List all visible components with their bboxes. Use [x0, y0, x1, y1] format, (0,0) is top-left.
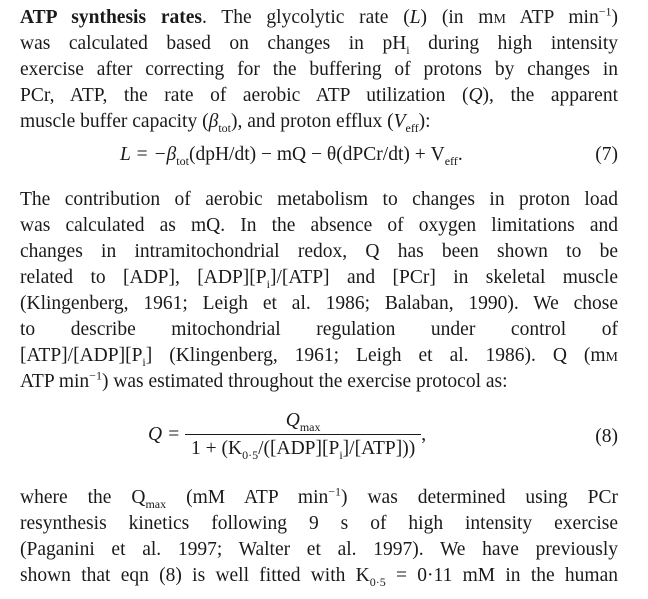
equation-7-number: (7): [595, 144, 618, 165]
text: shown that eqn (8) is well fitted with K: [20, 565, 370, 586]
eq-text: .: [457, 144, 463, 165]
eq-text: ,: [421, 424, 427, 445]
exponent: −1: [598, 4, 612, 19]
text: was calculated as mQ. In the absence of oxygen limitations and: [20, 215, 618, 236]
text: ), and proton efflux (: [230, 111, 394, 132]
fraction: [185, 410, 421, 460]
symbol-L: L: [409, 7, 421, 28]
text: (Klingenberg, 1961; Leigh et al. 1986; Balaban, 1990). We chose: [20, 293, 618, 314]
p1-line-5: [20, 109, 618, 135]
text: M: [493, 12, 506, 27]
equation-7: [120, 144, 463, 166]
text: related to [ADP], [ADP][P: [20, 267, 267, 288]
subscript: max: [299, 419, 321, 434]
symbol-Q: Q: [285, 410, 300, 431]
text: M: [605, 350, 618, 365]
p3-line-2: [20, 511, 618, 537]
equation-8-number: (8): [595, 426, 618, 447]
subscript: i: [142, 354, 146, 369]
p2-line-2: [20, 213, 618, 239]
text: The contribution of aerobic metabolism to changes in proton load: [20, 189, 618, 210]
text: ) was estimated throughout the exercise protocol as:: [101, 371, 508, 392]
p2-line-3: [20, 239, 618, 265]
text: ): [611, 7, 618, 28]
subscript: eff: [444, 153, 458, 168]
p1-line-2: [20, 31, 618, 57]
subscript: tot: [176, 153, 189, 168]
text: ):: [418, 111, 431, 132]
subscript: eff: [405, 120, 419, 135]
text: ATP min: [505, 7, 599, 28]
p1-line-1: [20, 5, 618, 31]
text: (mM ATP min: [166, 487, 329, 508]
subscript: i: [266, 276, 270, 291]
p1-line-4: [20, 83, 618, 109]
text: . The glycolytic rate (: [201, 7, 410, 28]
text: was calculated based on changes in pH: [20, 33, 407, 54]
subscript: 0·5: [369, 574, 386, 589]
text: ), the apparent: [482, 85, 618, 106]
p2-line-5: [20, 291, 618, 317]
eq-lhs: Q =: [148, 424, 181, 445]
numerator: [185, 410, 421, 434]
text: ] (Klingenberg, 1961; Leigh et al. 1986). Q (m: [145, 345, 606, 366]
symbol-V: V: [393, 111, 406, 132]
eq-text: /([ADP][P: [258, 438, 340, 459]
text: exercise after correcting for the buffering of protons by changes in: [20, 59, 618, 80]
subscript: i: [339, 447, 343, 462]
text: resynthesis kinetics following 9 s of high intensity exercise: [20, 513, 618, 534]
subscript: max: [145, 496, 167, 511]
text: during high intensity: [409, 33, 618, 54]
denominator: [185, 434, 421, 460]
section-heading: ATP synthesis rates: [20, 7, 202, 28]
text: ) (in m: [420, 7, 494, 28]
equation-8: [148, 410, 426, 460]
exponent: −1: [89, 368, 102, 383]
text: PCr, ATP, the rate of aerobic ATP utilization (: [20, 85, 469, 106]
text: ATP min: [20, 371, 90, 392]
subscript: tot: [218, 120, 231, 135]
p2-line-7: [20, 343, 618, 369]
text: (Paganini et al. 1997; Walter et al. 1997). We have previously: [20, 539, 618, 560]
p2-line-8: [20, 369, 618, 395]
text: to describe mitochondrial regulation under control of: [20, 319, 618, 340]
subscript: i: [406, 42, 410, 57]
eq-text: 1 + (K: [191, 438, 243, 459]
exponent: −1: [328, 484, 342, 499]
p2-line-1: [20, 187, 618, 213]
p3-line-1: [20, 485, 618, 511]
p3-line-3: [20, 537, 618, 563]
eq-text: ]/[ATP])): [342, 438, 416, 459]
subscript: 0·5: [242, 447, 259, 462]
text: changes in intramitochondrial redox, Q has been shown to be: [20, 241, 618, 262]
p2-line-6: [20, 317, 618, 343]
text: muscle buffer capacity (: [20, 111, 209, 132]
text: [ATP]/[ADP][P: [20, 345, 143, 366]
p3-line-4: [20, 563, 618, 589]
text: ) was determined using PCr: [341, 487, 618, 508]
text: where the Q: [20, 487, 146, 508]
eq-text: L = −β: [120, 144, 177, 165]
text: ]/[ATP] and [PCr] in skeletal muscle: [269, 267, 618, 288]
symbol-beta: β: [208, 111, 219, 132]
symbol-Q: Q: [468, 85, 483, 106]
text: = 0·11 mM in the human: [385, 565, 618, 586]
p1-line-3: [20, 57, 618, 83]
eq-text: (dpH/dt) − mQ − θ(dPCr/dt) + V: [188, 144, 445, 165]
p2-line-4: [20, 265, 618, 291]
